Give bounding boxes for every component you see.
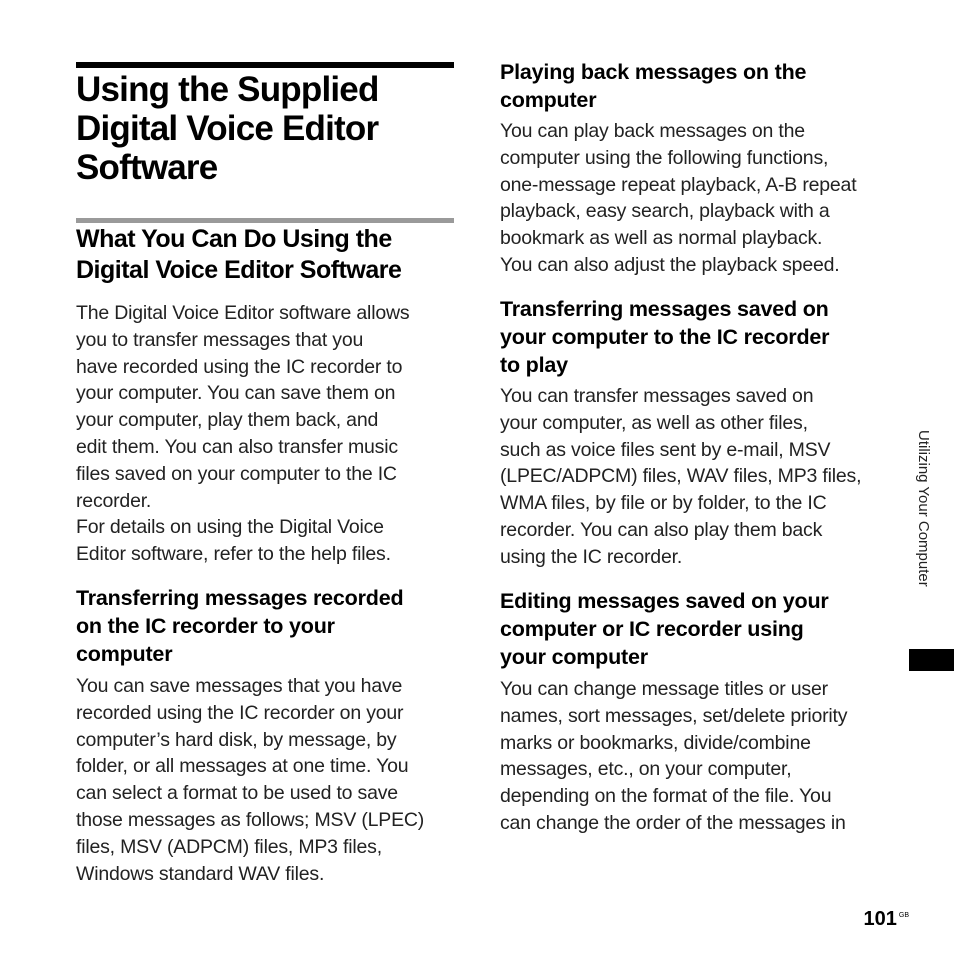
text-line: files, MSV (ADPCM) files, MP3 files, [76,835,382,858]
page-title [76,70,466,187]
page-title-line: Using the Supplied [76,70,379,109]
text-line: Windows standard WAV files. [76,862,325,885]
text-line: using the IC recorder. [500,545,683,568]
heading-line: your computer to the IC recorder [500,325,830,349]
text-line: one-message repeat playback, A-B repeat [500,173,857,196]
text-line: depending on the format of the file. You [500,785,832,808]
section-body-editing [500,676,880,837]
text-line: can select a format to be used to save [76,782,398,805]
heading-line: Transferring messages recorded [76,586,404,610]
text-line: can change the order of the messages in [500,811,846,834]
text-line: You can change message titles or user [500,678,828,700]
text-line: You can transfer messages saved on [500,385,814,407]
heading-line: to play [500,353,568,377]
text-line: For details on using the Digital Voice [76,516,384,539]
text-line: recorded using the IC recorder on your [76,701,404,724]
text-line: Editor software, refer to the help files. [76,543,391,566]
text-line: edit them. You can also transfer music [76,435,398,458]
text-line: marks or bookmarks, divide/combine [500,731,811,754]
section-heading-transfer-to-recorder [500,295,890,379]
text-line: files saved on your computer to the IC [76,462,397,485]
heading-line: your computer [500,645,648,669]
page-title-line: Digital Voice Editor [76,109,379,148]
heading-line: computer or IC recorder using [500,617,804,641]
text-line: You can play back messages on the [500,120,805,142]
text-line: recorder. You can also play them back [500,518,823,541]
section-heading-transfer-to-computer [76,584,466,668]
text-line: You can save messages that you have [76,675,403,697]
page-number-value: 101 [863,908,897,930]
text-line: names, sort messages, set/delete priority [500,704,848,727]
page-number-suffix: GB [898,912,909,919]
heading-line: on the IC recorder to your [76,614,335,638]
text-line: those messages as follows; MSV (LPEC) [76,808,425,831]
text-line: your computer, as well as other files, [500,411,808,434]
text-line: computer’s hard disk, by message, by [76,728,397,751]
text-line: your computer. You can save them on [76,382,396,405]
text-line: playback, easy search, playback with a [500,200,830,223]
title-rule [76,62,454,68]
text-line: you to transfer messages that you [76,328,364,351]
heading-line: computer [76,642,173,666]
text-line: recorder. [76,489,152,512]
text-line: messages, etc., on your computer, [500,758,792,781]
text-line: folder, or all messages at one time. You [76,755,409,778]
text-line: bookmark as well as normal playback. [500,227,823,250]
section-heading-playback [500,58,890,114]
heading-line: Transferring messages saved on [500,297,829,321]
text-line: (LPEC/ADPCM) files, WAV files, MP3 files, [500,465,862,488]
section-body-playback [500,118,880,279]
subtitle-line: Digital Voice Editor Software [76,256,402,284]
text-line: have recorded using the IC recorder to [76,355,403,378]
text-line: The Digital Voice Editor software allows [76,302,410,324]
text-line: such as voice files sent by e-mail, MSV [500,438,831,461]
subtitle-line: What You Can Do Using the [76,225,392,253]
page-title-line: Software [76,148,218,187]
text-line: WMA files, by file or by folder, to the IC [500,492,827,515]
section-heading-editing [500,587,890,671]
page-number [864,908,910,931]
section-body-transfer-to-computer [76,673,456,887]
heading-line: computer [500,88,597,112]
text-line: computer using the following functions, [500,146,829,169]
section-body-transfer-to-recorder [500,383,880,571]
text-line: You can also adjust the playback speed. [500,253,840,276]
chapter-side-tab: Utilizing Your Computer [915,430,932,587]
heading-line: Editing messages saved on your [500,589,829,613]
text-line: your computer, play them back, and [76,409,379,432]
intro-paragraph [76,300,456,568]
heading-line: Playing back messages on the [500,60,807,84]
section-subtitle [76,224,466,286]
chapter-tab-marker [909,649,954,671]
subtitle-rule [76,218,454,223]
